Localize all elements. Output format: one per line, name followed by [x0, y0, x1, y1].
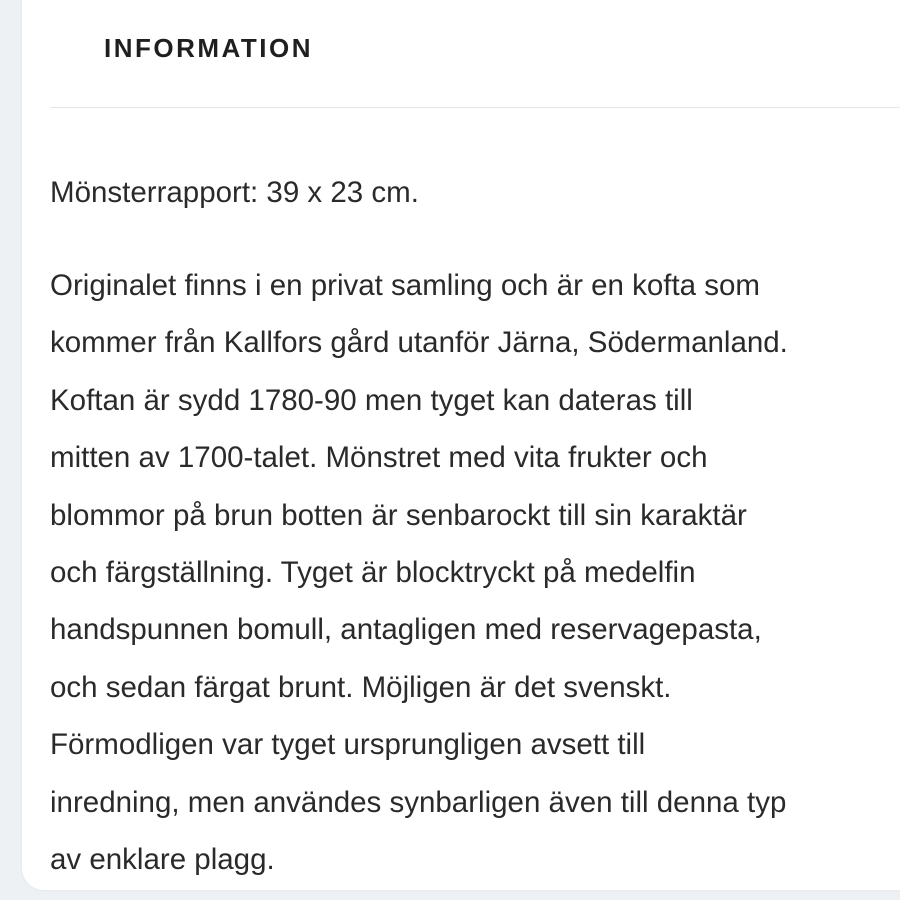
description-line: inredning, men användes synbarligen även till denna typ	[50, 785, 787, 819]
description-line: och sedan färgat brunt. Möjligen är det svenskt.	[50, 670, 672, 704]
section-title[interactable]: INFORMATION	[104, 33, 313, 63]
description-line: Koftan är sydd 1780-90 men tyget kan dateras till	[50, 383, 693, 417]
pattern-repeat-text: Mönsterrapport: 39 x 23 cm.	[50, 176, 419, 209]
description-line: handspunnen bomull, antagligen med reservagepasta,	[50, 613, 762, 647]
description-line: och färgställning. Tyget är blocktryckt på medelfin	[50, 555, 696, 589]
description-line: blommor på brun botten är senbarockt till sin karaktär	[50, 498, 747, 532]
description-line: kommer från Kallfors gård utanför Järna, Södermanland.	[50, 326, 788, 360]
description-line: mitten av 1700-talet. Mönstret med vita frukter och	[50, 441, 708, 475]
description-line: Förmodligen var tyget ursprungligen avsett till	[50, 728, 646, 762]
divider	[50, 107, 900, 108]
description-text	[50, 262, 900, 893]
description-line: Originalet finns i en privat samling och är en kofta som	[50, 269, 760, 302]
description-line: av enklare plagg.	[50, 842, 275, 876]
